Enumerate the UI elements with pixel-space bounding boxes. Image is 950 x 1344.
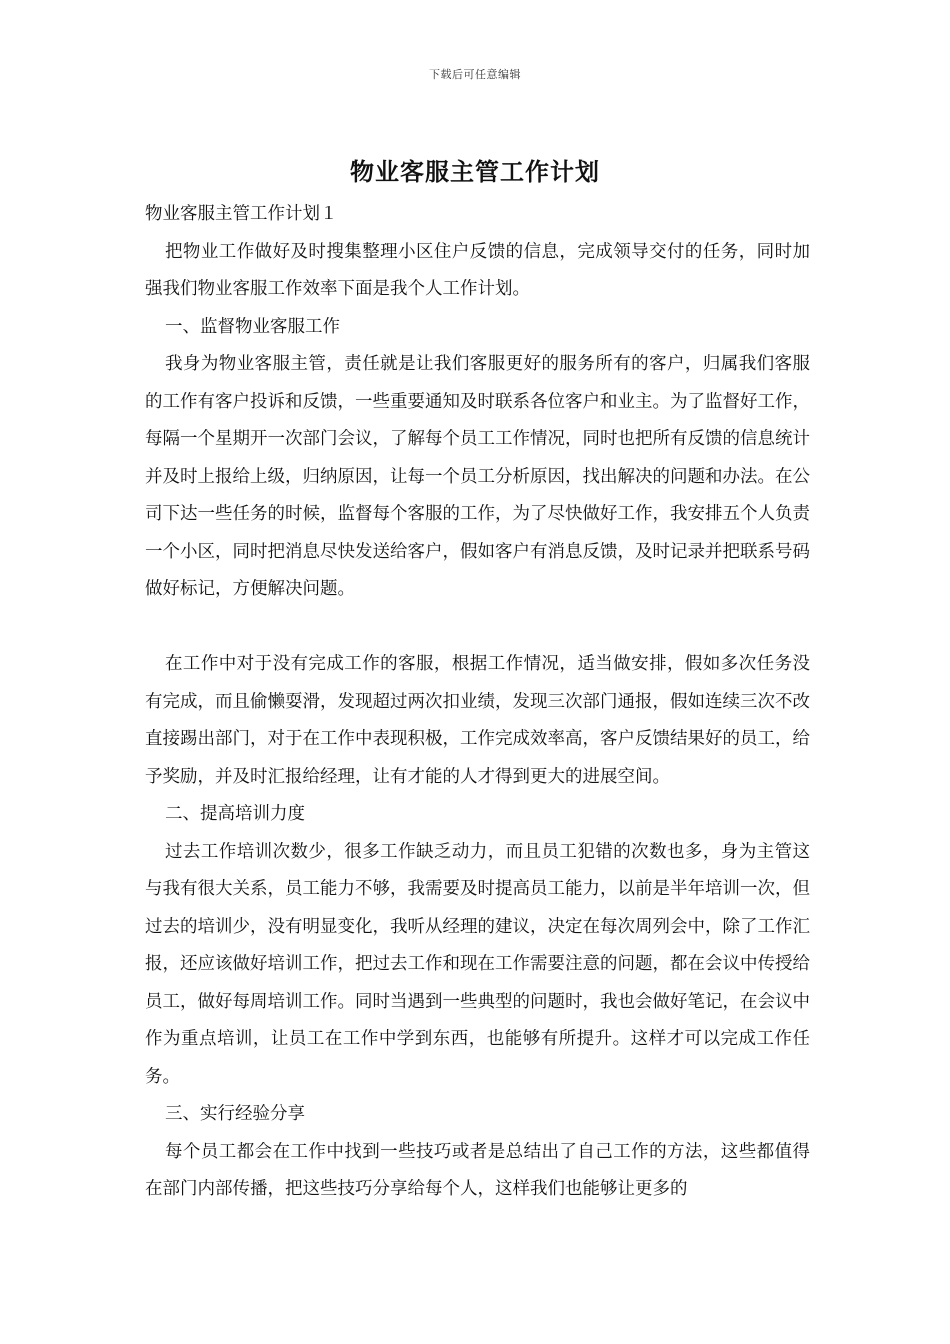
header-note: 下载后可任意编辑 — [429, 68, 521, 81]
heading-sharing: 三、实行经验分享 — [165, 1104, 305, 1124]
document-body — [145, 196, 810, 1209]
heading-supervise: 一、监督物业客服工作 — [165, 316, 340, 337]
section-subtitle: 物业客服主管工作计划１ — [145, 204, 338, 224]
paragraph-sharing: 每个员工都会在工作中找到一些技巧或者是总结出了自己工作的方法，这些都值得在部门内部传播，把这些技巧分享给每个人，这样我们也能够让更多的 — [145, 1141, 810, 1199]
paragraph-intro: 把物业工作做好及时搜集整理小区住户反馈的信息，完成领导交付的任务，同时加强我们物业客服工作效率下面是我个人工作计划。 — [145, 241, 810, 299]
paragraph-discipline: 在工作中对于没有完成工作的客服，根据工作情况，适当做安排，假如多次任务没有完成，而且偷懒耍滑，发现超过两次扣业绩，发现三次部门通报，假如连续三次不改直接踢出部门，对于在工作中表现积极，工作完成效率高，客户反馈结果好的员工，给予奖励，并及时汇报给经理，让有才能的人才得到更大的进展空间。 — [145, 654, 810, 787]
heading-training: 二、提高培训力度 — [165, 804, 305, 824]
paragraph-training: 过去工作培训次数少，很多工作缺乏动力，而且员工犯错的次数也多，身为主管这与我有很大关系，员工能力不够，我需要及时提高员工能力，以前是半年培训一次，但过去的培训少，没有明显变化，我听从经理的建议，决定在每次周列会中，除了工作汇报，还应该做好培训工作，把过去工作和现在工作需要注意的问题，都在会议中传授给员工，做好每周培训工作。同时当遇到一些典型的问题时，我也会做好笔记，在会议中作为重点培训，让员工在工作中学到东西，也能够有所提升。这样才可以完成工作任务。 — [145, 841, 810, 1087]
document-title: 物业客服主管工作计划 — [350, 157, 600, 186]
paragraph-supervise: 我身为物业客服主管，责任就是让我们客服更好的服务所有的客户，归属我们客服的工作有客户投诉和反馈，一些重要通知及时联系各位客户和业主。为了监督好工作，每隔一个星期开一次部门会议，了解每个员工工作情况，同时也把所有反馈的信息统计并及时上报给上级，归纳原因，让每一个员工分析原因，找出解决的问题和办法。在公司下达一些任务的时候，监督每个客服的工作，为了尽快做好工作，我安排五个人负责一个小区，同时把消息尽快发送给客户，假如客户有消息反馈，及时记录并把联系号码做好标记，方便解决问题。 — [145, 354, 810, 599]
blank-line — [145, 609, 810, 647]
